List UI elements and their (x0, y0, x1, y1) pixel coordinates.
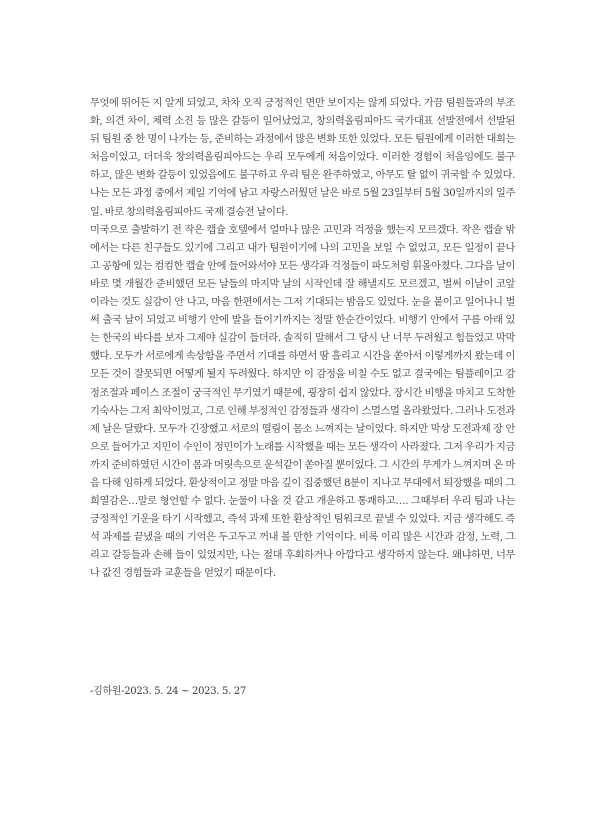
author-signature: -김하원-2023. 5. 24 ~ 2023. 5. 27 (90, 686, 246, 697)
paragraph-2: 미국으로 출발하기 전 작은 캡슐 호텔에서 얼마나 많은 고민과 걱정을 했는지 모르겠다. 작은 캡슐 밖에서는 다른 친구들도 있기에 그리고 내가 팀원이기에 나의 고민을 보일 수 없었고, 모든 일정이 끝나고 공항에 있는 컴컴한 캡슐 안에 들어와서야 모든 생각과 걱정들이 파도처럼 휘몰아쳤다. 그다음 날이 바로 몇 개월간 준비했던 모든 날들의 마지막 날의 시작인데 잘 해낼지도 모르겠고, 벌써 이날이 코앞이라는 것도 실감이 안 나고, 마음 한편에서는 그저 기대되는 밤음도 있었다. 눈을 붙이고 일어나니 벌써 출국 날이 되었고 비행기 안에 발을 들이기까지는 정말 한순간이었다. 비행기 안에서 구름 아래 있는 한국의 바다를 보자 그제야 실감이 들더라. 솔직히 말해서 그 당시 난 너무 두려웠고 힘들었고 막막했다. 모두가 서로에게 속상함을 주면서 기대를 하면서 땀 흘리고 시간을 쏟아서 이렇게까지 왔는데 이 모든 것이 잘못되면 어떻게 될지 두려웠다. 하지만 이 감정을 비칠 수도 없고 결국에는 팀플레이고 감정조절과 페이스 조절이 궁극적인 무기였기 때문에, 굉장히 쉽지 않았다. 장시간 비행을 마치고 도착한 기숙사는 그저 최악이었고, 그로 인해 부정적인 감정들과 생각이 스멀스멀 올라왔었다. 그러나 도전과제 날은 달랐다. 모두가 긴장했고 서로의 떨림이 몸소 느껴지는 날이었다. 하지만 막상 도전과제 장 안으로 들어가고 지민이 수인이 정민이가 노래를 시작했을 때는 모든 생각이 사라졌다. 그저 우리가 지금까지 준비하였던 시간이 몸과 머릿속으로 운석같이 쏟아질 뿐이었다. 그 시간의 무게가 느껴지며 온 마음 다해 임하게 되었다. 환상적이고 정말 마음 깊이 집중했던 8분이 지나고 무대에서 퇴장했을 때의 그 희열감은…말로 형언할 수 없다. 눈물이 나올 것 같고 개운하고 통쾌하고…. 그때부터 우리 팀과 나는 긍정적인 기운을 타기 시작했고, 즉석 과제 또한 환상적인 팀워크로 끝낼 수 있었다. 지금 생각해도 즉석 과제를 끝냈을 때의 기억은 두고두고 꺼내 볼 만한 기억이다. 비록 이리 많은 시간과 감정, 노력, 그리고 갈등들과 손해 들이 있었지만, 나는 절대 후회하거나 아깝다고 생각하지 않는다. 왜냐하면, 너무나 값진 경험들과 교훈들을 얻었기 때문이다. (90, 224, 515, 580)
paragraph-1: 무엇에 뛰어든 지 알게 되었고, 차차 오직 긍정적인 면만 보이지는 않게 되었다. 가끔 팀원들과의 부조화, 의견 차이, 체력 소진 등 많은 갈등이 일어났었고, 창의력올림피아드 국가대표 선발전에서 선발된 뒤 팀원 중 한 명이 나가는 등, 준비하는 과정에서 많은 변화 또한 있었다. 모든 팀원에게 이러한 대회는 처음이었고, 더더욱 창의력올림피아드는 우리 모두에게 처음이었다. 이러한 경험이 처음임에도 불구하고, 많은 변화 갈등이 있었음에도 불구하고 우리 팀은 완주하였고, 아무도 탈 없이 귀국할 수 있었다. 나는 모든 과정 중에서 제일 기억에 남고 자랑스러웠던 날은 바로 5월 23일부터 5월 30일까지의 일주일. 바로 창의력올림피아드 국제 결승전 날이다. (90, 98, 515, 218)
essay-body (90, 95, 515, 584)
